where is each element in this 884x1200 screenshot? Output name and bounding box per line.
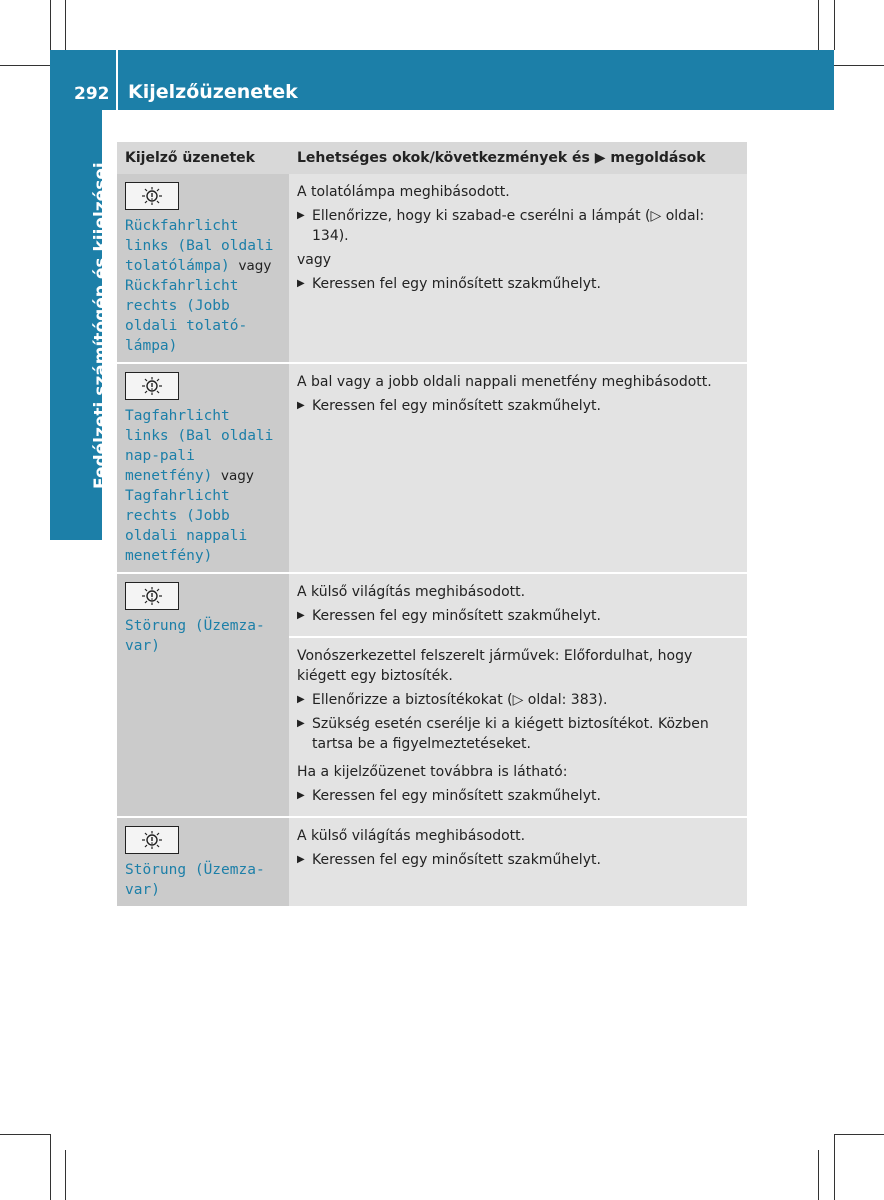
crop-mark — [65, 0, 66, 50]
message-cell — [117, 573, 289, 817]
table-row — [117, 174, 747, 363]
solution-step: ▶ Keressen fel egy minősített szakműhelyt. — [297, 786, 739, 806]
cause-text: A tolatólámpa meghibásodott. — [297, 184, 510, 200]
message-cell — [117, 174, 289, 363]
message-text: Rückfahrlicht rechts (Jobb oldali tolató-lámpa) — [125, 278, 248, 354]
exterior-light-fault-icon — [125, 182, 179, 210]
exterior-light-fault-icon — [125, 372, 179, 400]
exterior-light-fault-icon — [125, 582, 179, 610]
cause-cell — [289, 573, 747, 637]
cause-cell — [289, 637, 747, 817]
header-divider — [116, 50, 118, 110]
display-message — [125, 216, 281, 356]
messages-table — [117, 142, 747, 906]
table-row — [117, 363, 747, 573]
solution-step: ▶ Keressen fel egy minősített szakműhelyt. — [297, 606, 739, 626]
note-text: Ha a kijelzőüzenet továbbra is látható: — [297, 764, 568, 780]
cause-text: Vonószerkezettel felszerelt járművek: Előfordulhat, hogy kiégett egy biztosíték. — [297, 648, 693, 684]
cause-cell — [289, 817, 747, 906]
cause-cell — [289, 174, 747, 363]
crop-mark — [834, 1134, 884, 1135]
cause-cell — [289, 363, 747, 573]
solution-step: ▶ Keressen fel egy minősített szakműhelyt. — [297, 850, 739, 870]
crop-mark — [50, 0, 51, 50]
column-header-messages: Kijelző üzenetek — [117, 142, 289, 174]
display-message: Störung (Üzemza-var) — [125, 618, 265, 654]
message-text: Tagfahrlicht links (Bal oldali nap-pali menetfény) — [125, 408, 274, 484]
solution-step: ▶ Szükség esetén cserélje ki a kiégett biztosítékot. Közben tartsa be a figyelmeztetéseket. — [297, 714, 739, 754]
exterior-light-fault-icon — [125, 826, 179, 854]
display-message: Störung (Üzemza-var) — [125, 862, 265, 898]
message-cell — [117, 363, 289, 573]
solution-step: ▶ Ellenőrizze, hogy ki szabad-e cserélni a lámpát (▷ oldal: 134). — [297, 206, 739, 246]
column-header-causes: Lehetséges okok/következmények és ▶ megoldások — [289, 142, 747, 174]
crop-mark — [818, 0, 819, 50]
page-number: 292 — [74, 84, 110, 104]
cause-text: A külső világítás meghibásodott. — [297, 828, 526, 844]
message-cell — [117, 817, 289, 906]
or-text: vagy — [297, 252, 332, 268]
connector-text: vagy — [238, 258, 272, 274]
crop-mark — [818, 1150, 819, 1200]
side-tab-label: Fedélzeti számítógép és kijelzései — [91, 162, 111, 489]
message-text: Tagfahrlicht rechts (Jobb oldali nappali menetfény) — [125, 488, 248, 564]
solution-step: ▶ Keressen fel egy minősített szakműhelyt. — [297, 396, 739, 416]
crop-mark — [50, 1134, 51, 1200]
solution-step: ▶ Keressen fel egy minősített szakműhelyt. — [297, 274, 739, 294]
cause-text: A külső világítás meghibásodott. — [297, 584, 526, 600]
page-title: Kijelzőüzenetek — [128, 81, 298, 103]
connector-text: vagy — [221, 468, 254, 484]
crop-mark — [65, 1150, 66, 1200]
message-text: Rückfahrlicht links (Bal oldali tolatólámpa) — [125, 218, 274, 274]
display-message — [125, 406, 281, 566]
crop-mark — [0, 1134, 50, 1135]
table-row — [117, 573, 747, 637]
table-row — [117, 817, 747, 906]
solution-step: ▶ Ellenőrizze a biztosítékokat (▷ oldal: 383). — [297, 690, 739, 710]
crop-mark — [0, 65, 50, 66]
cause-text: A bal vagy a jobb oldali nappali menetfény meghibásodott. — [297, 374, 712, 390]
crop-mark — [834, 0, 835, 50]
crop-mark — [834, 65, 884, 66]
crop-mark — [834, 1134, 835, 1200]
table-header-row — [117, 142, 747, 174]
